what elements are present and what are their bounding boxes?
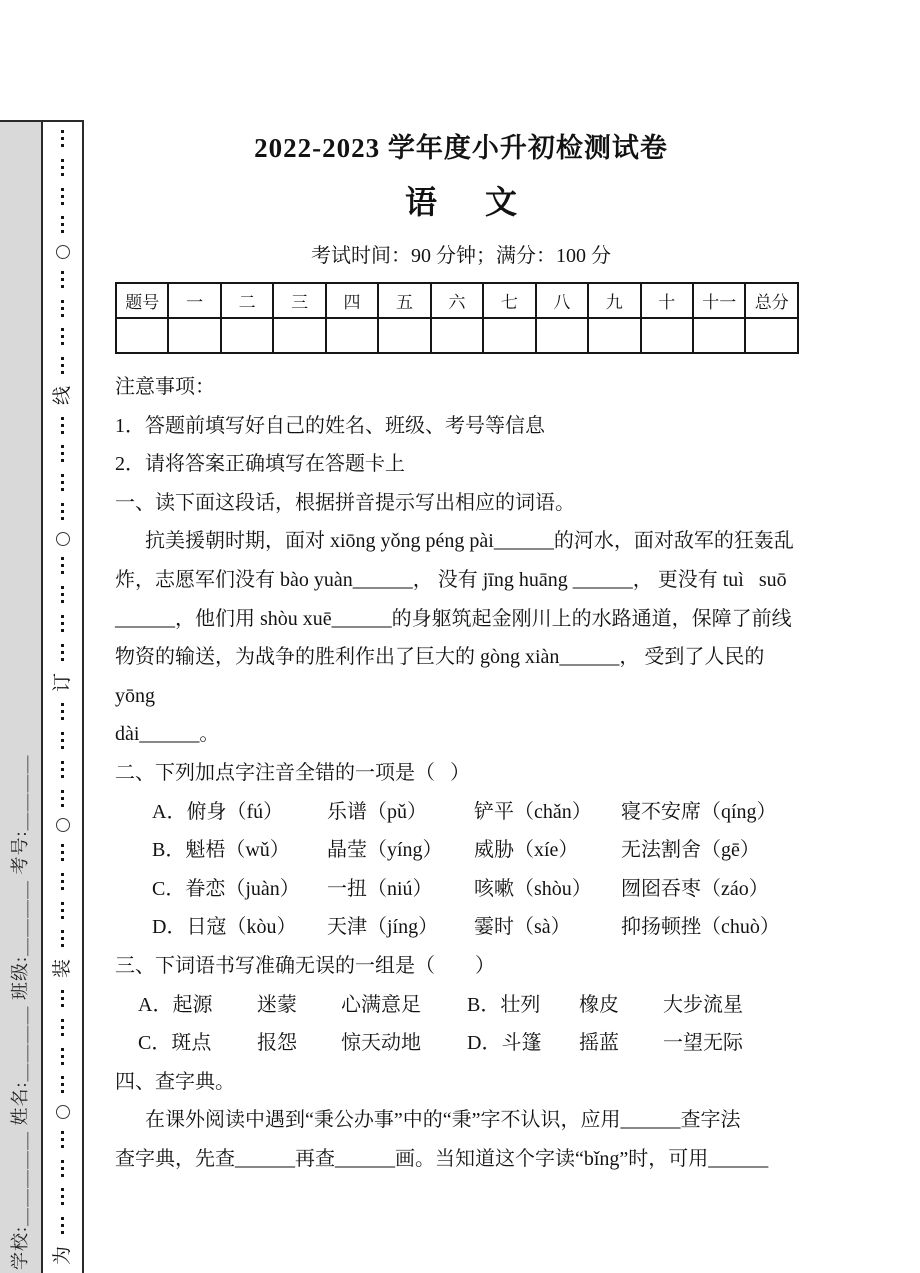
- score-empty-cell: [116, 318, 168, 353]
- dotted-line-segment: [61, 445, 64, 462]
- dotted-line-segment: [61, 644, 64, 661]
- dotted-line-segment: [61, 873, 64, 890]
- score-empty-cell: [745, 318, 798, 353]
- score-header-cell: 总分: [745, 283, 798, 318]
- binding-circle: [56, 1105, 70, 1119]
- question-1-line: dài______。: [115, 723, 220, 746]
- dotted-line-segment: [61, 586, 64, 603]
- dotted-line-segment: [61, 503, 64, 520]
- score-header-cell: 二: [221, 283, 273, 318]
- option-cell: B．魁梧（wǔ）: [152, 839, 290, 862]
- dotted-line-segment: [61, 1188, 64, 1205]
- option-cell: 无法割舍（gē）: [621, 839, 760, 862]
- score-empty-cell: [693, 318, 745, 353]
- dotted-line-segment: [61, 130, 64, 147]
- option-row-c: [115, 870, 807, 909]
- option-row-cd: [115, 1024, 807, 1063]
- score-header-cell: 题号: [116, 283, 168, 318]
- exam-body: [115, 368, 807, 1178]
- score-header-cell: 九: [588, 283, 640, 318]
- dotted-line-segment: [61, 703, 64, 720]
- question-1-line: ______，他们用 shòu xuē______的身躯筑起金刚川上的水路通道，保障了前线: [115, 607, 792, 630]
- option-cell: 迷蒙: [257, 993, 297, 1016]
- option-row-d: [115, 908, 807, 947]
- option-row-ab: [115, 986, 807, 1025]
- option-row-b: [115, 831, 807, 870]
- score-empty-cell: [588, 318, 640, 353]
- score-empty-cell: [483, 318, 535, 353]
- option-cell: 天津（jíng）: [327, 916, 439, 939]
- score-empty-cell: [378, 318, 430, 353]
- question-4-line: 在课外阅读中遇到“秉公办事”中的“秉”字不认识，应用______查字法: [145, 1109, 741, 1132]
- option-cell: 摇蓝: [579, 1032, 619, 1055]
- dotted-line-segment: [61, 474, 64, 491]
- question-4-line: 查字典，先查______再查______画。当知道这个字读“bǐng”时，可用______: [115, 1147, 769, 1170]
- binding-circle: [56, 245, 70, 259]
- option-cell: 铲平（chǎn）: [474, 800, 592, 823]
- option-cell: 报怨: [257, 1032, 297, 1055]
- score-empty-cell: [431, 318, 483, 353]
- score-empty-cell: [168, 318, 220, 353]
- question-1-line: 抗美援朝时期，面对 xiōng yǒng péng pài______的河水，面对敌军的狂轰乱: [145, 530, 794, 553]
- score-table-header-row: [116, 283, 798, 318]
- dotted-line-segment: [61, 271, 64, 288]
- dotted-line-segment: [61, 790, 64, 807]
- option-cell: 乐谱（pǔ）: [327, 800, 427, 823]
- score-header-cell: 四: [326, 283, 378, 318]
- question-1-title: 一、读下面这段话，根据拼音提示写出相应的词语。: [115, 491, 575, 514]
- option-cell: 囫囵吞枣（záo）: [621, 877, 769, 900]
- option-cell: 咳嗽（shòu）: [474, 877, 592, 900]
- dotted-line-segment: [61, 902, 64, 919]
- option-cell: 大步流星: [663, 993, 743, 1016]
- option-cell: 一扭（niú）: [327, 877, 433, 900]
- score-empty-cell: [536, 318, 588, 353]
- score-header-cell: 一: [168, 283, 220, 318]
- question-3: [115, 947, 807, 1063]
- option-cell: 晶莹（yíng）: [327, 839, 443, 862]
- dotted-line-segment: [61, 159, 64, 176]
- dotted-line-segment: [61, 216, 64, 233]
- question-2-title: 二、下列加点字注音全错的一项是（ ）: [115, 761, 470, 784]
- dotted-line-segment: [61, 1019, 64, 1036]
- score-header-cell: 五: [378, 283, 430, 318]
- dotted-line-segment: [61, 417, 64, 434]
- option-cell: B．壮列: [467, 993, 541, 1016]
- dotted-line-segment: [61, 615, 64, 632]
- notes-heading: 注意事项：: [115, 376, 215, 398]
- option-cell: 抑扬顿挫（chuò）: [621, 916, 780, 939]
- page-title: 2022-2023 学年度小升初检测试卷: [254, 133, 668, 163]
- option-cell: C．眷恋（juàn）: [152, 877, 300, 900]
- option-cell: A．俯身（fú）: [152, 800, 284, 823]
- question-1-line: 物资的输送，为战争的胜利作出了巨大的 gòng xiàn______， 受到了人民的 yōng: [115, 646, 770, 707]
- student-info-fields: 学校:＿＿＿＿＿ 姓名:＿＿＿＿ 班级:＿＿＿＿ 考号:＿＿＿＿: [10, 754, 30, 1270]
- score-header-cell: 七: [483, 283, 535, 318]
- option-cell: C．斑点: [138, 1032, 212, 1055]
- dotted-line-segment: [61, 1160, 64, 1177]
- score-empty-cell: [221, 318, 273, 353]
- binding-line-char: 订: [51, 672, 73, 692]
- note-item-2: 2．请将答案正确填写在答题卡上: [115, 453, 405, 476]
- dotted-line-segment: [61, 990, 64, 1007]
- exam-info: 考试时间：90 分钟；满分：100 分: [311, 245, 611, 267]
- dotted-line-segment: [61, 1217, 64, 1234]
- option-cell: 一望无际: [663, 1032, 743, 1055]
- dotted-line-segment: [61, 732, 64, 749]
- subject-title: 语 文: [404, 184, 517, 220]
- dotted-line-segment: [61, 930, 64, 947]
- option-cell: 威胁（xíe）: [474, 839, 579, 862]
- dotted-line-segment: [61, 761, 64, 778]
- option-cell: D．斗篷: [467, 1032, 542, 1055]
- score-table-empty-row: [116, 318, 798, 353]
- score-empty-cell: [273, 318, 325, 353]
- dotted-line-segment: [61, 557, 64, 574]
- question-1-line: 炸，志愿军们没有 bào yuàn______， 没有 jīng huāng ______， 更没有 tuì suō: [115, 568, 787, 591]
- option-cell: D．日寇（kòu）: [152, 916, 297, 939]
- dotted-line-segment: [61, 1048, 64, 1065]
- score-header-cell: 六: [431, 283, 483, 318]
- binding-circle: [56, 532, 70, 546]
- dotted-line-segment: [61, 357, 64, 374]
- score-header-cell: 三: [273, 283, 325, 318]
- binding-line-char: 为: [51, 1245, 73, 1265]
- binding-strip: [43, 122, 82, 1273]
- binding-sidebar: [0, 120, 84, 1273]
- score-header-cell: 八: [536, 283, 588, 318]
- question-1: [115, 484, 807, 754]
- binding-line-char: 线: [51, 385, 73, 405]
- option-cell: A．起源: [138, 993, 213, 1016]
- dotted-line-segment: [61, 188, 64, 205]
- student-info-panel: [0, 122, 43, 1273]
- dotted-line-segment: [61, 1076, 64, 1093]
- option-cell: 惊天动地: [341, 1032, 421, 1055]
- binding-circle: [56, 818, 70, 832]
- score-table: [115, 282, 799, 354]
- dotted-line-segment: [61, 1131, 64, 1148]
- option-cell: 橡皮: [579, 993, 619, 1016]
- dotted-line-segment: [61, 300, 64, 317]
- option-cell: 心满意足: [341, 993, 421, 1016]
- score-empty-cell: [641, 318, 693, 353]
- score-header-cell: 十一: [693, 283, 745, 318]
- note-item-1: 1．答题前填写好自己的姓名、班级、考号等信息: [115, 414, 545, 437]
- option-cell: 寝不安席（qíng）: [621, 800, 777, 823]
- dotted-line-segment: [61, 328, 64, 345]
- score-header-cell: 十: [641, 283, 693, 318]
- question-3-title: 三、下词语书写准确无误的一组是（ ）: [115, 954, 495, 977]
- question-2: [115, 754, 807, 947]
- option-row-a: [115, 793, 807, 832]
- dotted-line-segment: [61, 844, 64, 861]
- question-4-title: 四、查字典。: [115, 1070, 235, 1093]
- option-cell: 霎时（sà）: [474, 916, 571, 939]
- question-4: [115, 1063, 807, 1179]
- score-empty-cell: [326, 318, 378, 353]
- exam-content: [115, 118, 807, 1178]
- binding-line-char: 装: [51, 959, 73, 979]
